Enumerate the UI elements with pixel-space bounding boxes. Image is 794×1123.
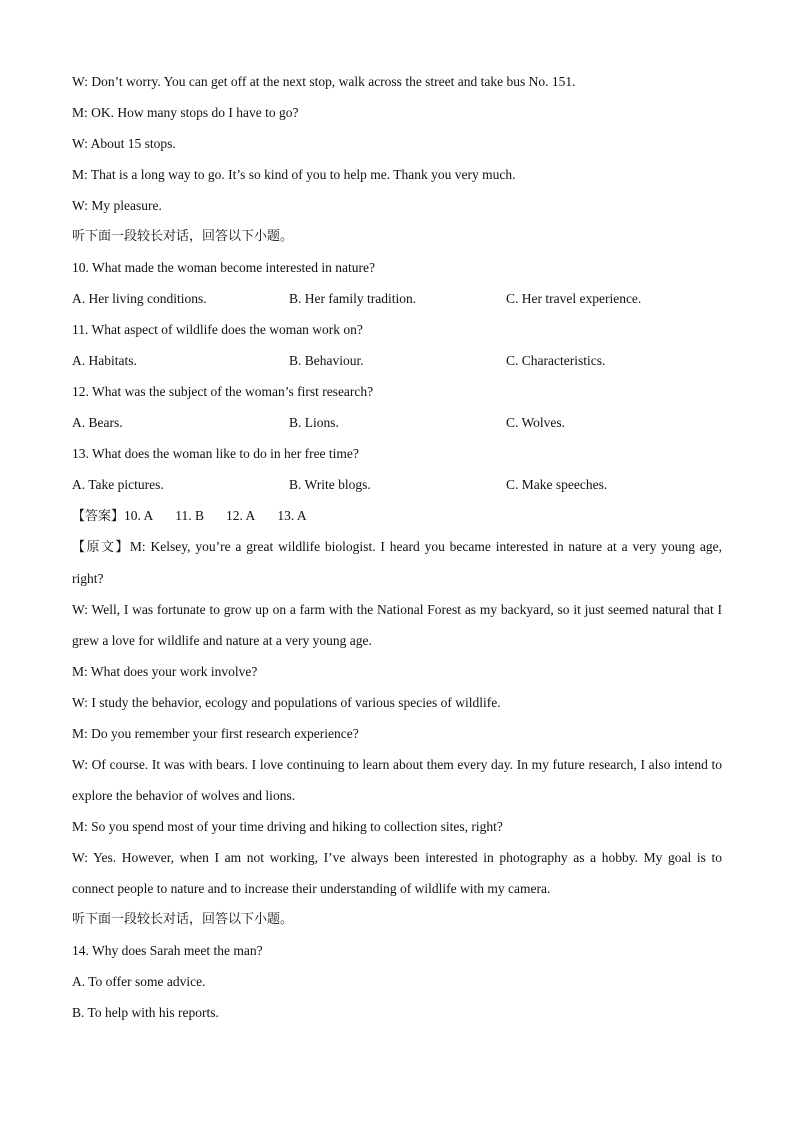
options-12	[72, 407, 722, 438]
transcript-line: M: So you spend most of your time driving and hiking to collection sites, right?	[72, 819, 503, 834]
dialogue-line: W: Don’t worry. You can get off at the next stop, walk across the street and take bus No. 151.	[72, 74, 576, 89]
option-b: B. Behaviour.	[289, 353, 364, 368]
answer-label: 【答案】	[72, 509, 125, 524]
transcript-line: W: Of course. It was with bears. I love continuing to learn about them every day. In my future research, I also intend to explore the behavior of wolves and lions.	[72, 757, 722, 803]
options-11	[72, 345, 722, 376]
option-a: A. Bears.	[72, 415, 123, 430]
option-a: A. Habitats.	[72, 353, 137, 368]
transcript-first-line	[72, 531, 722, 594]
transcript-line: W: I study the behavior, ecology and populations of various species of wildlife.	[72, 695, 501, 710]
dialogue-line: M: OK. How many stops do I have to go?	[72, 105, 299, 120]
option-b: B. Her family tradition.	[289, 291, 417, 306]
transcript-label: 【原文】	[72, 540, 130, 555]
transcript-text: M: Kelsey, you’re a great wildlife biologist. I heard you became interested in nature at a very young age, right?	[72, 539, 722, 586]
section-instruction-2: 听下面一段较长对话，回答以下小题。	[72, 912, 294, 927]
answer-item: 12. A	[226, 508, 256, 523]
option-a: A. To offer some advice.	[72, 974, 206, 989]
question-14: 14. Why does Sarah meet the man?	[72, 943, 263, 958]
question-10: 10. What made the woman become interested in nature?	[72, 260, 376, 275]
option-c: C. Characteristics.	[506, 353, 606, 368]
answer-item: 13. A	[277, 508, 307, 523]
question-13: 13. What does the woman like to do in her free time?	[72, 446, 359, 461]
question-11: 11. What aspect of wildlife does the woman work on?	[72, 322, 363, 337]
option-b: B. To help with his reports.	[72, 1005, 219, 1020]
question-12: 12. What was the subject of the woman’s first research?	[72, 384, 374, 399]
answer-item: 11. B	[175, 508, 205, 523]
answer-line	[72, 500, 722, 531]
transcript-line: M: What does your work involve?	[72, 664, 258, 679]
option-c: C. Her travel experience.	[506, 291, 642, 306]
dialogue-line: W: About 15 stops.	[72, 136, 176, 151]
section-instruction: 听下面一段较长对话，回答以下小题。	[72, 229, 294, 244]
option-c: C. Wolves.	[506, 415, 566, 430]
option-b: B. Write blogs.	[289, 477, 371, 492]
option-c: C. Make speeches.	[506, 477, 608, 492]
transcript-line: W: Yes. However, when I am not working, I’ve always been interested in photography as a hobby. My goal is to connect people to nature and to increase their understanding of wildlife with my camera.	[72, 850, 722, 896]
options-10	[72, 283, 722, 314]
transcript-line: W: Well, I was fortunate to grow up on a farm with the National Forest as my backyard, so it just seemed natural that I grew a love for wildlife and nature at a very young age.	[72, 602, 722, 648]
option-b: B. Lions.	[289, 415, 339, 430]
option-a: A. Take pictures.	[72, 477, 164, 492]
document-page	[72, 66, 722, 1028]
options-13	[72, 469, 722, 500]
answer-item: 10. A	[124, 508, 154, 523]
transcript-line: M: Do you remember your first research experience?	[72, 726, 359, 741]
dialogue-line: M: That is a long way to go. It’s so kind of you to help me. Thank you very much.	[72, 167, 516, 182]
option-a: A. Her living conditions.	[72, 291, 207, 306]
dialogue-line: W: My pleasure.	[72, 198, 162, 213]
